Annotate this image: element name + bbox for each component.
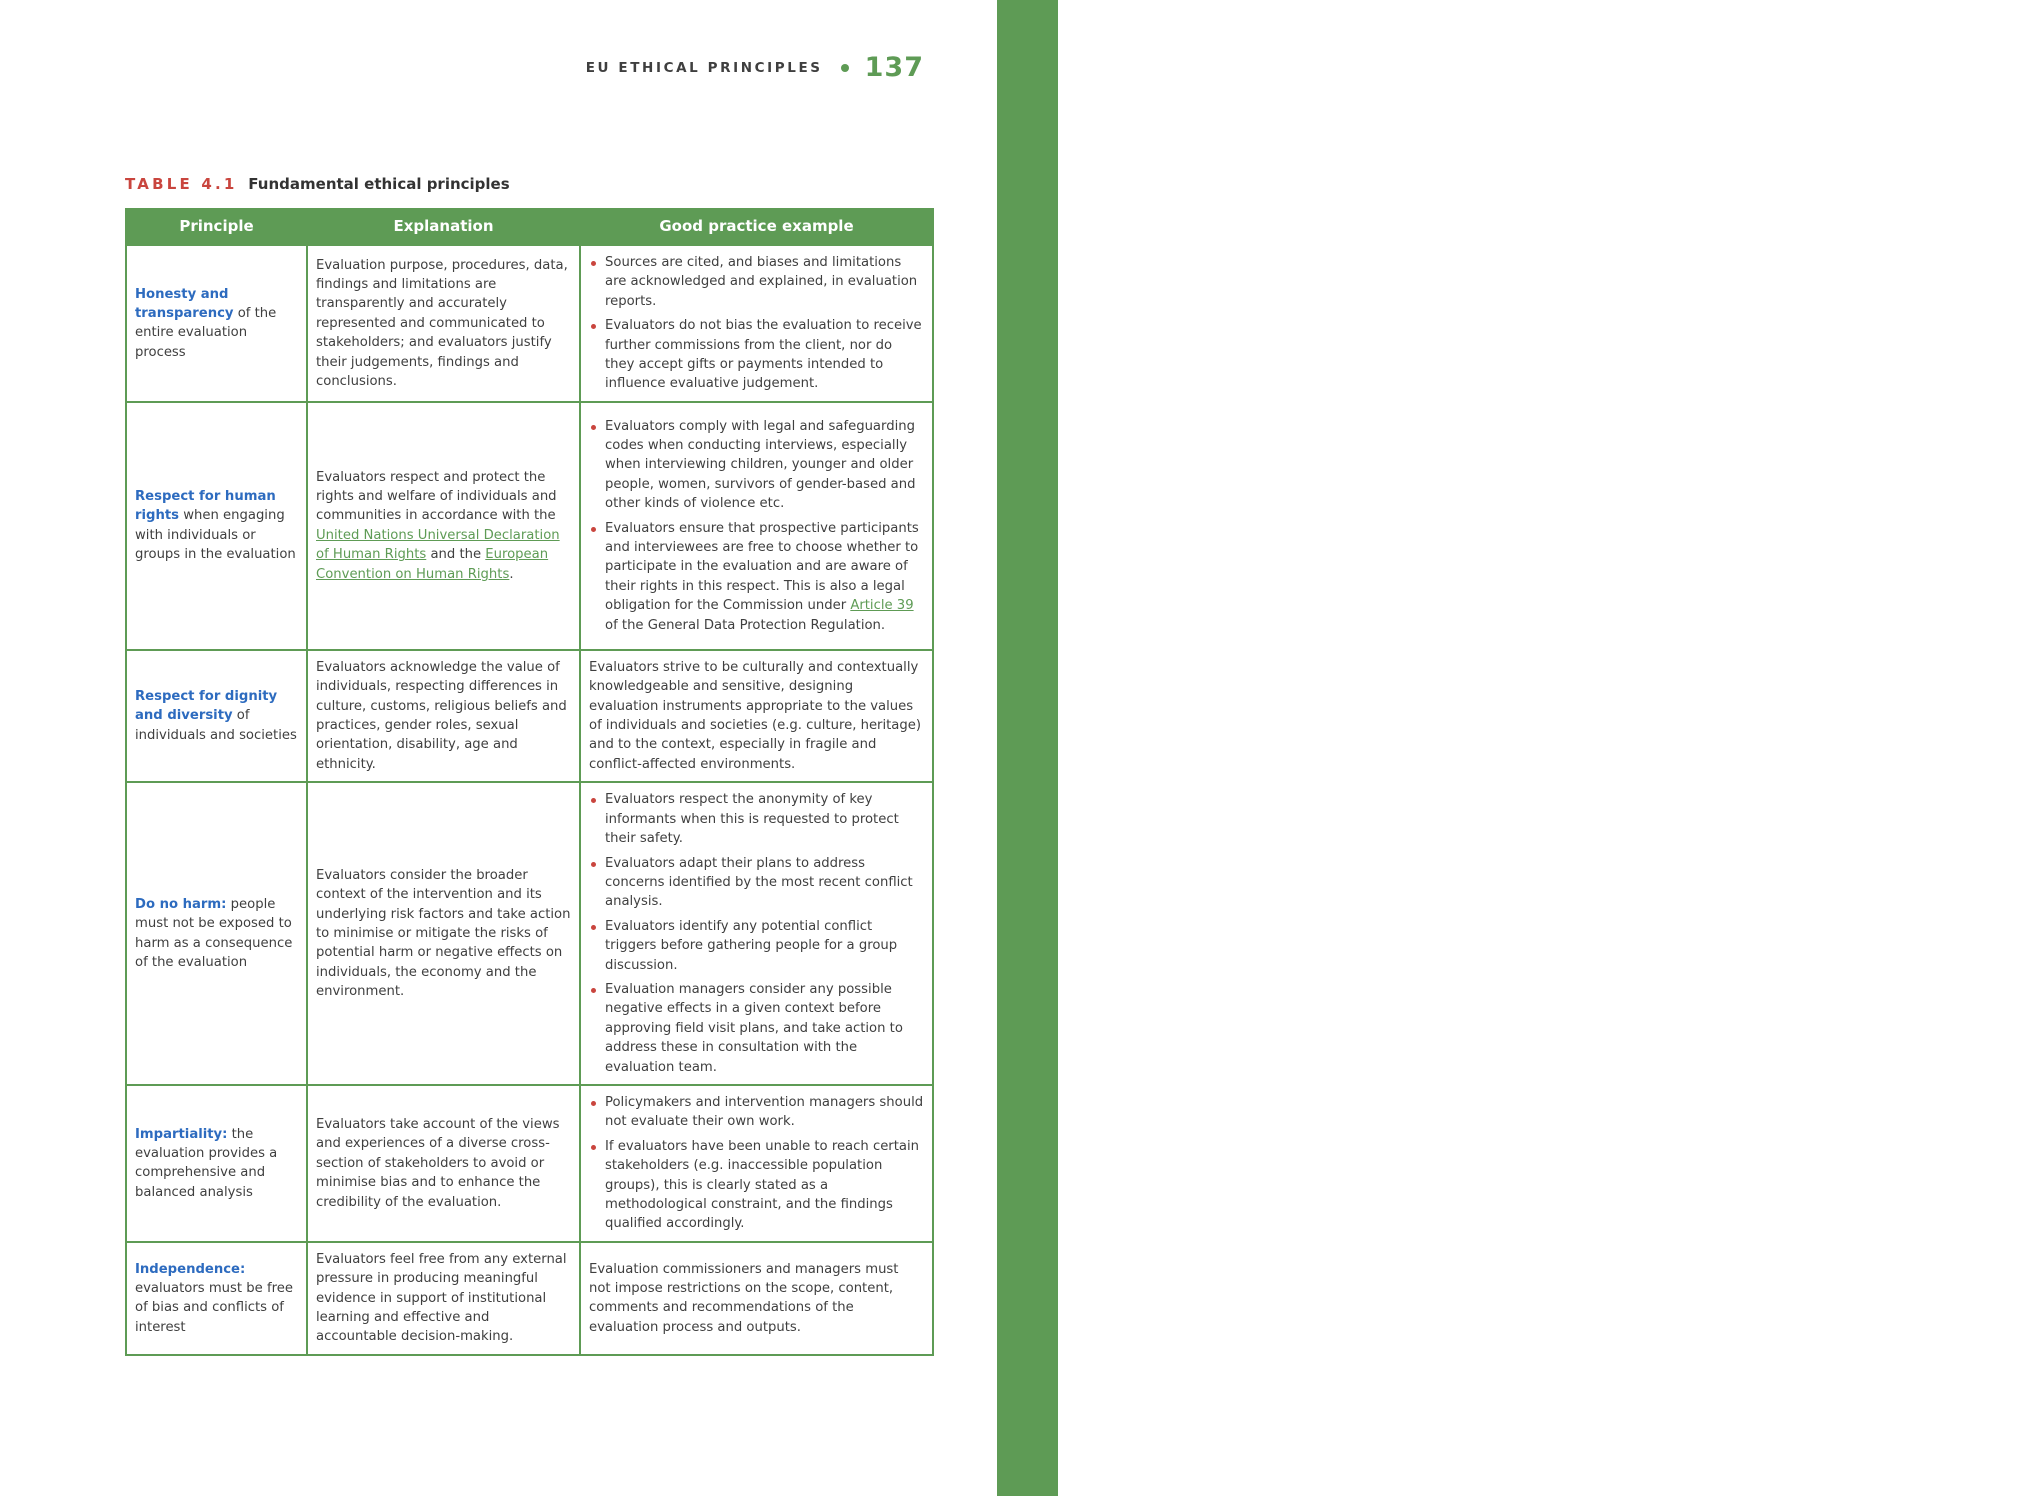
example-item: Evaluators do not bias the evaluation to receive further commissions from the client, nor do they accept gifts or payments intended to influence evaluative judgement. <box>589 316 924 394</box>
bullet-dot-icon <box>841 64 849 72</box>
example-cell <box>580 782 933 1085</box>
principle-description: evaluators must be free of bias and conflicts of interest <box>135 1280 293 1335</box>
principle-description: people must not be exposed to harm as a consequence of the evaluation <box>135 896 293 971</box>
explanation-cell: Evaluators respect and protect the rights and welfare of individuals and communities in accordance with the United Nations Universal Declaration of Human Rights and the European Convention on Human Rights. <box>307 402 580 650</box>
echr-link[interactable]: European Convention on Human Rights <box>316 547 549 582</box>
explanation-cell: Evaluators feel free from any external pressure in producing meaningful evidence in support of institutional learning and effective and accountable decision-making. <box>307 1242 580 1355</box>
table-caption-label: TABLE 4.1 <box>125 175 238 193</box>
example-item: Evaluators respect the anonymity of key informants when this is requested to protect their safety. <box>589 790 924 848</box>
table-row <box>126 245 933 402</box>
example-cell <box>580 402 933 650</box>
example-list <box>589 253 924 394</box>
example-list <box>589 417 924 635</box>
header-explanation: Explanation <box>307 209 580 245</box>
example-list <box>589 790 924 1077</box>
principle-cell <box>126 650 307 782</box>
principle-name: Respect for dignity and diversity <box>135 688 278 724</box>
principle-name: Respect for human rights <box>135 489 276 524</box>
principle-description: the evaluation provides a comprehensive and balanced analysis <box>135 1126 278 1200</box>
header-principle: Principle <box>126 209 307 245</box>
example-item: If evaluators have been unable to reach certain stakeholders (e.g. inaccessible population groups), this is clearly stated as a methodological constraint, and the findings qualified accordingly. <box>589 1137 924 1234</box>
example-cell <box>580 1085 933 1242</box>
principle-description: of the entire evaluation process <box>135 306 277 360</box>
example-item: Evaluators identify any potential conflict triggers before gathering people for a group discussion. <box>589 917 924 975</box>
example-item: Evaluators comply with legal and safeguarding codes when conducting interviews, especially when interviewing children, younger and older people, women, survivors of gender-based and other kinds of violence etc. <box>589 417 924 514</box>
principle-description: when engaging with individuals or groups in the evaluation <box>135 508 296 563</box>
chapter-title: CHAPTER 4. ETHICSIN EVALUATION <box>2015 531 2035 969</box>
example-cell: Evaluators strive to be culturally and contextually knowledgeable and sensitive, designing evaluation instruments appropriate to the values of individuals and societies (e.g. culture, heritage) and to the context, especially in fragile and conflict-affected environments. <box>580 650 933 782</box>
table-caption <box>125 175 510 193</box>
running-head <box>586 52 924 83</box>
example-item: Evaluation managers consider any possible negative effects in a given context before approving field visit plans, and take action to address these in consultation with the evaluation team. <box>589 980 924 1077</box>
principle-cell <box>126 1242 307 1355</box>
explanation-cell: Evaluation purpose, procedures, data, findings and limitations are transparently and accurately represented and communicated to stakeholders; and evaluators justify their judgements, findings and conclusions. <box>307 245 580 402</box>
header-good-practice: Good practice example <box>580 209 933 245</box>
principle-cell <box>126 402 307 650</box>
explanation-cell: Evaluators consider the broader context of the intervention and its underlying risk factors and take action to minimise or mitigate the risks of potential harm or negative effects on individuals, the economy and the environment. <box>307 782 580 1085</box>
principle-name: Independence: <box>135 1261 246 1277</box>
principle-description: of individuals and societies <box>135 708 297 743</box>
ethical-principles-table <box>125 208 934 1356</box>
table-header-row <box>126 209 933 245</box>
principle-cell <box>126 245 307 402</box>
example-cell: Evaluation commissioners and managers must not impose restrictions on the scope, content, comments and recommendations of the evaluation process and outputs. <box>580 1242 933 1355</box>
example-item: Evaluators adapt their plans to address concerns identified by the most recent conflict analysis. <box>589 854 924 912</box>
page-number: 137 <box>864 52 924 83</box>
table-row <box>126 782 933 1085</box>
example-item: Evaluators ensure that prospective participants and interviewees are free to choose whether to participate in the evaluation and are aware of their rights in this respect. This is also a legal obligation for the Commission under Article 39 of the General Data Protection Regulation. <box>589 519 924 635</box>
article-39-link[interactable]: Article 39 <box>850 598 914 614</box>
principle-cell <box>126 782 307 1085</box>
explanation-cell: Evaluators take account of the views and experiences of a diverse cross-section of stakeholders to avoid or minimise bias and to enhance the credibility of the evaluation. <box>307 1085 580 1242</box>
running-head-title: EU ETHICAL PRINCIPLES <box>585 59 823 76</box>
chapter-side-band <box>997 0 2035 1496</box>
principle-name: Impartiality: <box>135 1126 228 1142</box>
table-row <box>126 1085 933 1242</box>
example-item: Sources are cited, and biases and limitations are acknowledged and explained, in evaluation reports. <box>589 253 924 311</box>
table-row <box>126 402 933 650</box>
example-cell <box>580 245 933 402</box>
principle-name: Do no harm: <box>135 896 227 912</box>
udhr-link[interactable]: United Nations Universal Declaration of Human Rights <box>316 527 560 563</box>
principle-name: Honesty and transparency <box>135 286 234 322</box>
table-caption-title: Fundamental ethical principles <box>248 175 510 193</box>
principle-cell <box>126 1085 307 1242</box>
example-list <box>589 1093 924 1234</box>
table-row <box>126 1242 933 1355</box>
table-row <box>126 650 933 782</box>
explanation-cell: Evaluators acknowledge the value of individuals, respecting differences in culture, customs, religious beliefs and practices, gender roles, sexual orientation, disability, age and ethnicity. <box>307 650 580 782</box>
example-item: Policymakers and intervention managers should not evaluate their own work. <box>589 1093 924 1132</box>
